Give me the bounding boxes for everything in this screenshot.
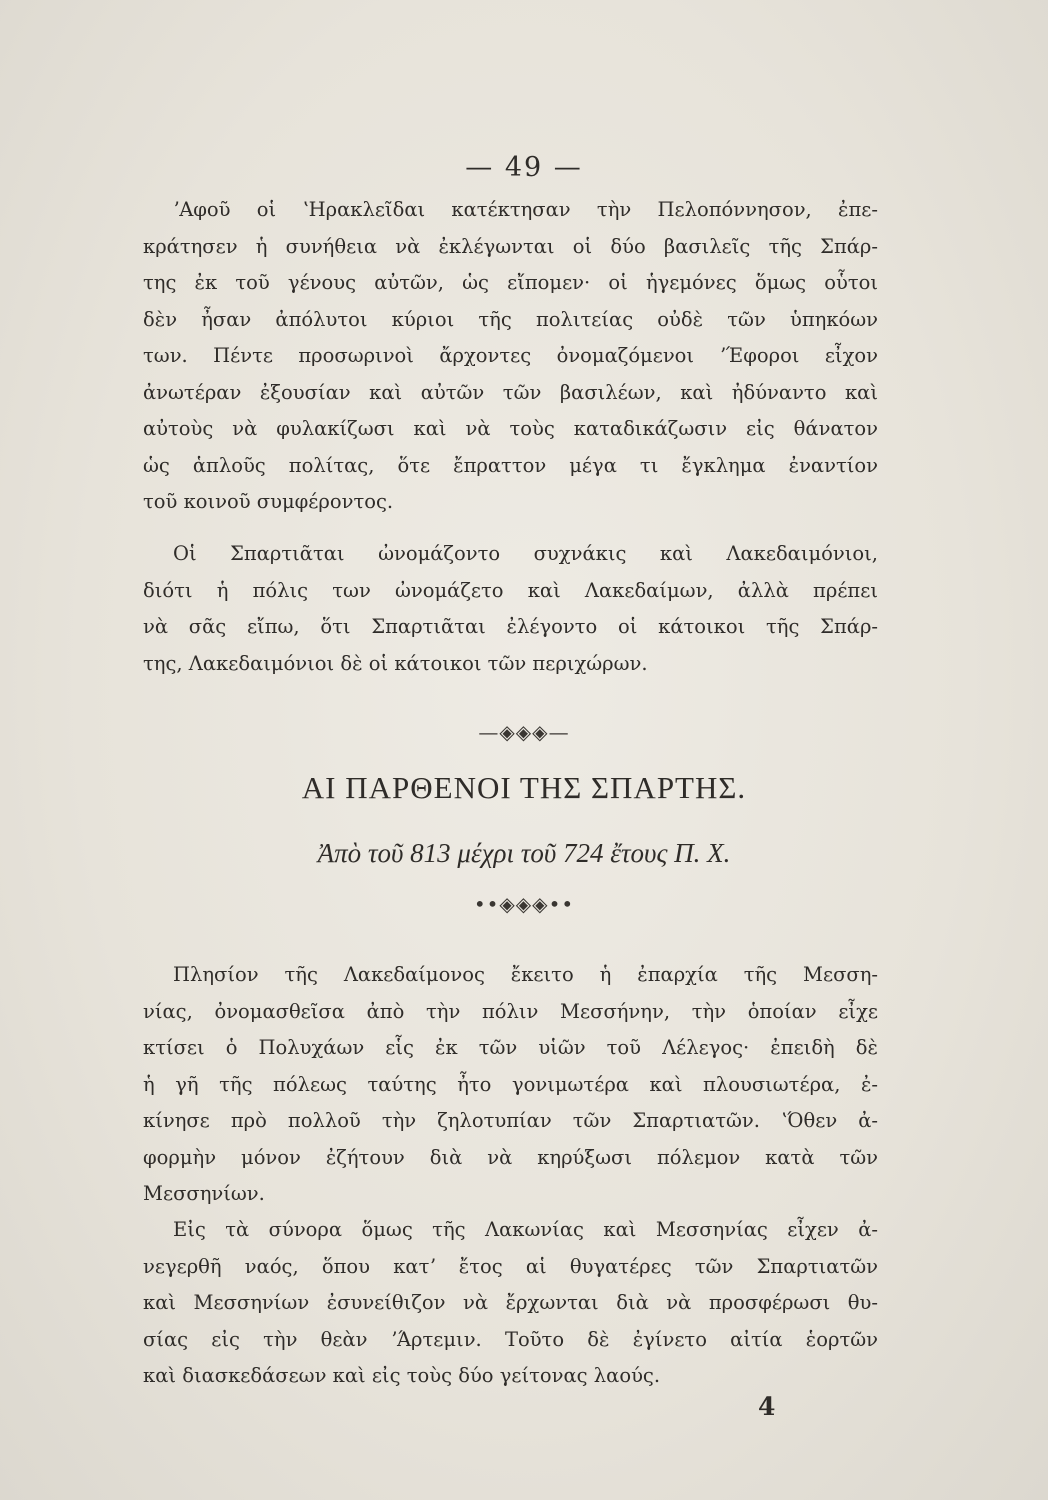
text-line: των. Πέντε προσωρινοὶ ἄρχοντες ὀνομαζόμενοι ʼΈφοροι εἶχον: [143, 344, 878, 367]
text-line: σίας εἰς τὴν θεὰν ʼΆρτεμιν. Τοῦτο δὲ ἐγίνετο αἰτία ἑορτῶν: [143, 1327, 878, 1351]
text-line: ʼΑφοῦ οἱ ʽΗρακλεῖδαι κατέκτησαν τὴν Πελοπόννησον, ἐπε-: [173, 198, 878, 221]
paragraph-3: [143, 957, 878, 1213]
text-line: καὶ Μεσσηνίων ἐσυνείθιζον νὰ ἔρχωνται διὰ νὰ προσφέρωσι θυ-: [143, 1291, 878, 1314]
text-line: φορμὴν μόνον ἐζήτουν διὰ νὰ κηρύξωσι πόλεμον κατὰ τῶν: [143, 1145, 878, 1169]
ornament-divider: —◈◈◈—: [478, 720, 570, 744]
text-line: κράτησεν ἡ συνήθεια νὰ ἐκλέγωνται οἱ δύο βασιλεῖς τῆς Σπάρ-: [143, 234, 878, 258]
signature-mark: 4: [758, 1392, 776, 1421]
page-number: — 49 —: [465, 152, 583, 183]
text-line: ἀνωτέραν ἐξουσίαν καὶ αὐτῶν τῶν βασιλέων, καὶ ἠδύναντο καὶ: [143, 380, 878, 404]
text-line: διότι ἡ πόλις των ὠνομάζετο καὶ Λακεδαίμων, ἀλλὰ πρέπει: [143, 578, 878, 602]
text-line: δὲν ἦσαν ἀπόλυτοι κύριοι τῆς πολιτείας οὐδὲ τῶν ὑπηκόων: [143, 307, 878, 331]
ornament-divider: ••◈◈◈••: [473, 892, 575, 916]
text-line: της ἐκ τοῦ γένους αὐτῶν, ὡς εἴπομεν· οἱ ἡγεμόνες ὅμως οὗτοι: [143, 271, 878, 294]
paragraph-1: [143, 192, 878, 521]
text-line: Οἱ Σπαρτιᾶται ὠνομάζοντο συχνάκις καὶ Λακεδαιμόνιοι,: [173, 542, 878, 565]
text-line: νεγερθῆ ναός, ὅπου κατʼ ἔτος αἱ θυγατέρες τῶν Σπαρτιατῶν: [143, 1254, 878, 1278]
text-line: νὰ σᾶς εἴπω, ὅτι Σπαρτιᾶται ἐλέγοντο οἱ κάτοικοι τῆς Σπάρ-: [143, 615, 878, 638]
text-line: αὐτοὺς νὰ φυλακίζωσι καὶ νὰ τοὺς καταδικάζωσιν εἰς θάνατον: [143, 417, 878, 440]
paragraph-2: [143, 536, 878, 682]
chapter-title: ΑΙ ΠΑΡΘΕΝΟΙ ΤΗΣ ΣΠΑΡΤΗΣ.: [301, 770, 747, 805]
chapter-subtitle: Ἀπὸ τοῦ 813 μέχρι τοῦ 724 ἔτους Π. Χ.: [317, 838, 731, 868]
text-line: της, Λακεδαιμόνιοι δὲ οἱ κάτοικοι τῶν περιχώρων.: [143, 651, 648, 675]
text-line: Εἰς τὰ σύνορα ὅμως τῆς Λακωνίας καὶ Μεσσηνίας εἶχεν ἀ-: [173, 1218, 878, 1241]
text-line: ἡ γῆ τῆς πόλεως ταύτης ἦτο γονιμωτέρα καὶ πλουσιωτέρα, ἐ-: [143, 1072, 878, 1096]
text-line: Πλησίον τῆς Λακεδαίμονος ἔκειτο ἡ ἐπαρχία τῆς Μεσση-: [173, 963, 878, 986]
text-line: Μεσσηνίων.: [143, 1182, 265, 1205]
text-line: κτίσει ὁ Πολυχάων εἷς ἐκ τῶν υἱῶν τοῦ Λέλεγος· ἐπειδὴ δὲ: [143, 1036, 878, 1059]
text-line: νίας, ὀνομασθεῖσα ἀπὸ τὴν πόλιν Μεσσήνην, τὴν ὁποίαν εἶχε: [143, 999, 878, 1023]
text-line: ὡς ἁπλοῦς πολίτας, ὅτε ἔπραττον μέγα τι ἔγκλημα ἐναντίον: [143, 453, 878, 477]
text-line: καὶ διασκεδάσεων καὶ εἰς τοὺς δύο γείτονας λαούς.: [143, 1364, 661, 1387]
text-line: τοῦ κοινοῦ συμφέροντος.: [143, 490, 394, 513]
text-line: κίνησε πρὸ πολλοῦ τὴν ζηλοτυπίαν τῶν Σπαρτιατῶν. ʽΌθεν ἀ-: [143, 1109, 878, 1132]
paragraph-4: [143, 1212, 878, 1395]
